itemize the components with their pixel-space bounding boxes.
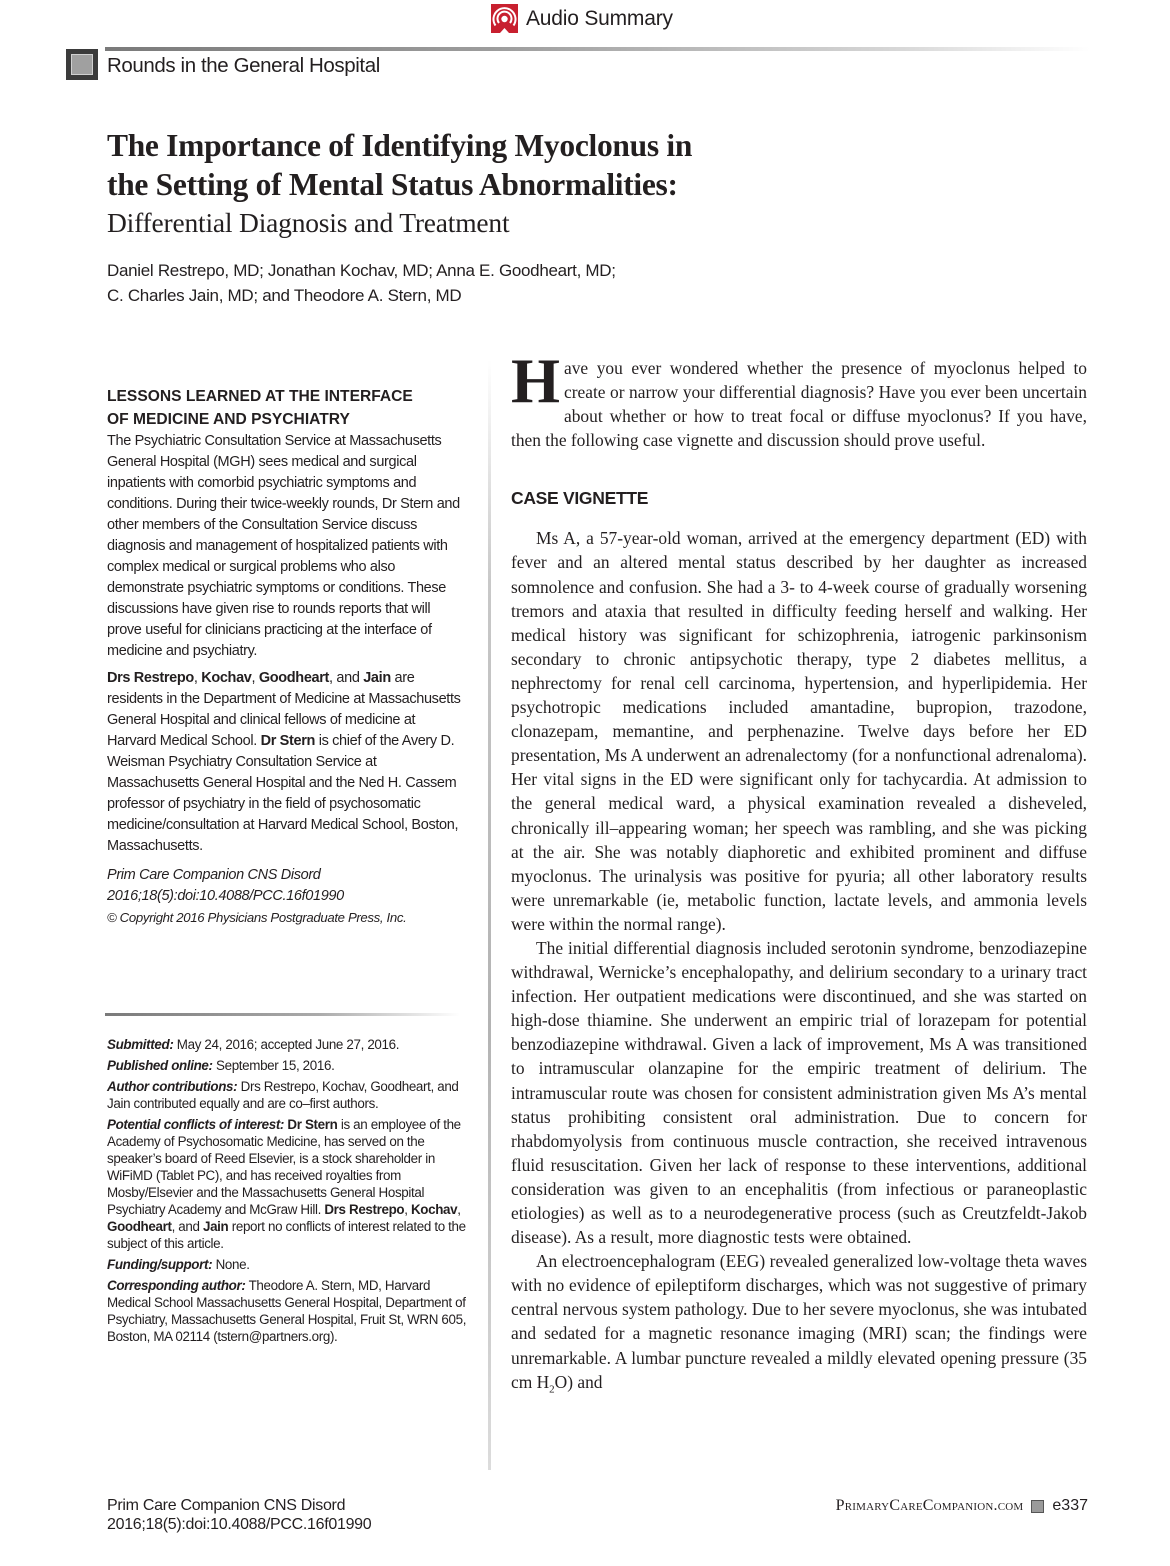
article-subtitle: Differential Diagnosis and Treatment <box>107 207 510 238</box>
intro-text: ave you ever wondered whether the presence of myoclonus helped to create or narrow your differential diagnosis? Have you ever been uncertain about whether or how to treat focal or diffuse myoclonus? If you have, then the following case vignette and discussion should prove useful. <box>511 358 1087 451</box>
meta-name: Goodheart <box>107 1219 172 1234</box>
bio-sep: , <box>193 670 202 686</box>
lessons-heading-line: LESSONS LEARNED AT THE INTERFACE <box>107 388 413 405</box>
bio-text: are residents in the Department of Medicine at Massachusetts General Hospital and clinical fellows of medicine at Harvard Medical School. <box>107 670 461 749</box>
footer-site-link[interactable]: PrimaryCareCompanion.com <box>835 1497 1024 1514</box>
article-metadata <box>107 1036 469 1349</box>
meta-label: Submitted: <box>107 1037 174 1052</box>
sidebar <box>107 385 467 929</box>
contributions-line <box>107 1078 469 1112</box>
meta-value: is an employee of the Academy of Psychosomatic Medicine, has served on the speaker’s board of Reed Elsevier, is a stock shareholder in WiFiMD (Tablet PC), and has received royalties from Mosby/Elsevier and the Massachusetts General Hospital Psychiatry Academy and McGraw Hill. <box>107 1117 461 1217</box>
bio-sep: , and <box>329 670 364 686</box>
published-line <box>107 1057 469 1074</box>
citation-doi[interactable]: 2016;18(5):doi:10.4088/PCC.16f01990 <box>107 888 344 904</box>
meta-name: Jain <box>202 1219 229 1234</box>
meta-sep: , and <box>171 1219 203 1234</box>
drop-cap: H <box>511 346 561 416</box>
section-square-icon <box>66 49 98 80</box>
meta-value: September 15, 2016. <box>212 1058 335 1073</box>
body-text: O) and <box>554 1371 603 1392</box>
author-line: C. Charles Jain, MD; and Theodore A. Stern, MD <box>107 286 462 305</box>
meta-value: report no conflicts of interest related to the subject of this article. <box>107 1219 466 1251</box>
article-title-line: the Setting of Mental Status Abnormalities: <box>107 167 678 202</box>
author-bio <box>107 668 467 857</box>
subscript: 2 <box>549 1383 555 1396</box>
section-rule <box>105 47 1090 51</box>
meta-label: Corresponding author: <box>107 1278 246 1293</box>
meta-name: Dr Stern <box>284 1117 338 1132</box>
meta-name: Kochav <box>410 1202 458 1217</box>
meta-value: Theodore A. Stern, MD, Harvard Medical School Massachusetts General Hospital, Department of Psychiatry, Massachusetts General Hospital, Fruit St, WRN 605, Boston, MA 02114 (tstern@partners.org). <box>107 1278 467 1344</box>
lessons-heading <box>107 385 467 431</box>
meta-value: Drs Restrepo, Kochav, Goodheart, and Jain contributed equally and are co–first authors. <box>107 1079 459 1111</box>
funding-line <box>107 1256 469 1273</box>
bio-name: Jain <box>363 670 391 686</box>
meta-sep: , <box>404 1202 411 1217</box>
bio-name: Dr Stern <box>260 733 316 749</box>
lessons-heading-line: OF MEDICINE AND PSYCHIATRY <box>107 411 350 428</box>
body-paragraph: Ms A, a 57-year-old woman, arrived at the emergency department (ED) with fever and an altered mental status described by her daughter as increased somnolence and confusion. She had a 3- to 4-week course of gradually worsening tremors and ataxia that resulted in difficulty feeding herself and walking. Her medical history was significant for schizophrenia, iatrogenic parkinsonism secondary to chronic antipsychotic therapy, type 2 diabetes mellitus, a nephrectomy for renal cell carcinoma, hypertension, and hyperlipidemia. Her psychotropic medications included amantadine, bupropion, trazodone, clonazepam, memantine, and perphenazine. Twelve days before her ED presentation, Ms A underwent an adrenalectomy (for a nonfunctional adrenaloma). Her vital signs in the ED were significant only for tachycardia. At admission to the general medical ward, a physical examination revealed a disheveled, chronically ill–appearing woman; her speech was rambling, and she was picking at the air. She was notably diaphoretic and exhibited prominent and diffuse myoclonus. The urinalysis was positive for pyuria; all other laboratory results were unremarkable (ie, metabolic function, lactate levels, and ammonia levels were within the normal range). <box>511 528 1087 934</box>
footer-square-icon <box>1031 1500 1044 1513</box>
page-number: e337 <box>1052 1497 1088 1514</box>
section-title: Rounds in the General Hospital <box>107 54 380 77</box>
intro-paragraph <box>511 346 1087 452</box>
lessons-text: The Psychiatric Consultation Service at Massachusetts General Hospital (MGH) sees medical and surgical inpatients with comorbid psychiatric symptoms and conditions. During their twice-weekly rounds, Dr Stern and other members of the Consultation Service discuss diagnosis and management of hospitalized patients with complex medical or surgical problems who also demonstrate psychiatric symptoms or conditions. These discussions have given rise to rounds reports that will prove useful for clinicians practicing at the interface of medicine and psychiatry. <box>107 433 460 659</box>
submitted-line <box>107 1036 469 1053</box>
audio-summary-label: Audio Summary <box>526 6 673 30</box>
case-vignette-heading: CASE VIGNETTE <box>511 488 649 509</box>
corresponding-author-line <box>107 1277 469 1345</box>
article-title-block <box>107 126 807 242</box>
copyright: © Copyright 2016 Physicians Postgraduate Press, Inc. <box>107 910 407 925</box>
meta-label: Published online: <box>107 1058 213 1073</box>
bio-name: Drs Restrepo <box>107 670 194 686</box>
sidebar-divider <box>105 1013 460 1016</box>
footer-right <box>836 1497 1088 1515</box>
meta-label: Funding/support: <box>107 1257 213 1272</box>
body-paragraph <box>511 1249 1087 1394</box>
article-body <box>511 346 1087 1396</box>
audio-waves-icon <box>491 4 518 33</box>
bio-sep: , <box>251 670 259 686</box>
footer-journal: Prim Care Companion CNS Disord <box>107 1497 346 1514</box>
column-divider <box>488 360 491 1470</box>
citation <box>107 865 467 929</box>
meta-label: Potential conflicts of interest: <box>107 1117 285 1132</box>
body-paragraph: The initial differential diagnosis included serotonin syndrome, benzodiazepine withdrawal, Wernicke’s encephalopathy, and delirium secondary to a urinary tract infection. Her outpatient medications were discontinued, and she was started on high-dose thiamine. She underwent an empiric trial of lorazepam for potential benzodiazepine withdrawal. Given a lack of improvement, Ms A was transitioned to intramuscular olanzapine for the empiric treatment of delirium. The intramuscular route was chosen for consistent administration given Ms A’s mental status prohibiting consistent oral administration. Due to concern for rhabdomyolysis from continuous muscle contraction, she received intravenous fluid resuscitation. Given her lack of response to these interventions, additional consideration was given to an encephalitis (from infectious or paraneoplastic etiologies) as well as to a neurodegenerative process (such as Creutzfeldt-Jakob disease). As a result, more diagnostic tests were obtained. <box>511 937 1087 1248</box>
audio-summary-button[interactable] <box>491 4 673 33</box>
author-line: Daniel Restrepo, MD; Jonathan Kochav, MD; Anna E. Goodheart, MD; <box>107 261 616 280</box>
meta-value: May 24, 2016; accepted June 27, 2016. <box>173 1037 400 1052</box>
meta-name: Drs Restrepo <box>324 1202 405 1217</box>
citation-journal: Prim Care Companion CNS Disord <box>107 867 321 883</box>
meta-value: None. <box>212 1257 250 1272</box>
meta-sep: , <box>457 1202 461 1217</box>
bio-text: is chief of the Avery D. Weisman Psychiatry Consultation Service at Massachusetts General Hospital and the Ned H. Cassem professor of psychiatry in the field of psychosomatic medicine/consultation at Harvard Medical School, Boston, Massachusetts. <box>107 733 459 854</box>
bio-name: Kochav <box>201 670 252 686</box>
footer-doi: 2016;18(5):doi:10.4088/PCC.16f01990 <box>107 1516 372 1533</box>
footer-citation <box>107 1496 371 1534</box>
article-title <box>107 126 807 204</box>
conflicts-line <box>107 1116 469 1252</box>
article-title-line: The Importance of Identifying Myoclonus in <box>107 128 693 163</box>
body-text: An electroencephalogram (EEG) revealed generalized low-voltage theta waves with no evidence of epileptiform discharges, which was not suggestive of primary central nervous system pathology. Due to her severe myoclonus, she was intubated and sedated for a magnetic resonance imaging (MRI) scan; the findings were unremarkable. A lumbar puncture revealed a mildly elevated opening pressure (35 cm H <box>511 1251 1087 1392</box>
author-list <box>107 258 616 308</box>
bio-name: Goodheart <box>258 670 330 686</box>
meta-label: Author contributions: <box>107 1079 238 1094</box>
